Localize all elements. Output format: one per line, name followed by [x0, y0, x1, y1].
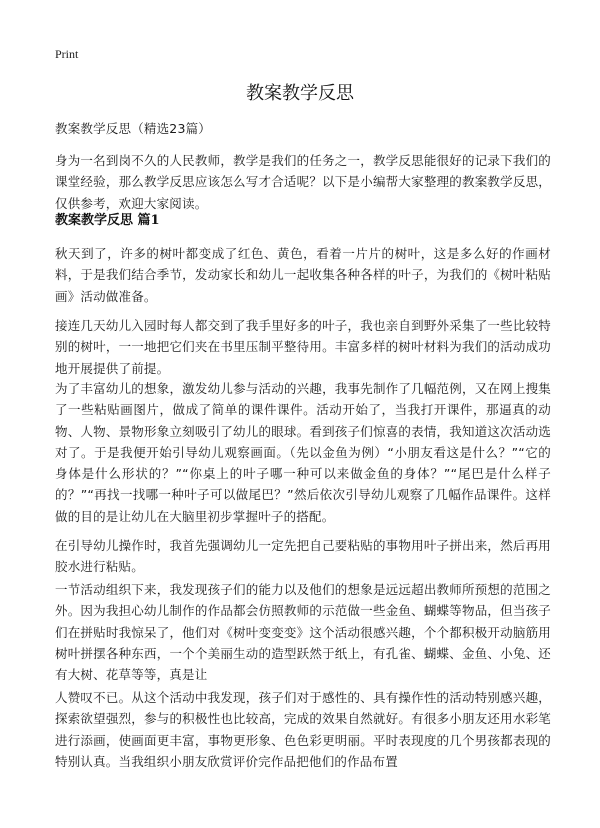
body-paragraph-2: 接连几天幼儿入园时每人都交到了我手里好多的叶子，我也亲自到野外采集了一些比较特别的树叶，一一地把它们夹在书里压制平整待用。丰富多样的树叶材料为我们的活动成功地开展提供了前提。	[55, 318, 551, 376]
document-subtitle: 教案教学反思（精选23篇）	[55, 121, 212, 136]
section-heading: 教案教学反思 篇1	[55, 213, 160, 228]
body-paragraph-1: 秋天到了，许多的树叶都变成了红色、黄色，看着一片片的树叶，这是多么好的作画材料，于是我们结合季节，发动家长和幼儿一起收集各种各样的叶子，为我们的《树叶粘贴画》活动做准备。	[55, 246, 551, 304]
body-paragraph-5: 一节活动组织下来，我发现孩子们的能力以及他们的想象是远远超出教师所预想的范围之外。因为我担心幼儿制作的作品都会仿照教师的示范做一些金鱼、蝴蝶等物品，但当孩子们在拼贴时我惊呆了，他们对《树叶变变变》这个活动很感兴趣，个个都积极开动脑筋用树叶拼摆各种东西，一个个美丽生动的造型跃然于纸上，有孔雀、蝴蝶、金鱼、小兔、还有大树、花草等等，真是让	[55, 582, 551, 683]
page-title: 教案教学反思	[246, 83, 354, 104]
body-paragraph-3: 为了丰富幼儿的想象，激发幼儿参与活动的兴趣，我事先制作了几幅范例，又在网上搜集了一些粘贴画图片，做成了简单的课件课件。活动开始了，当我打开课件，那逼真的动物、人物、景物形象立刻吸引了幼儿的眼球。看到孩子们惊喜的表情，我知道这次活动选对了。于是我便开始引导幼儿观察画面。（先以金鱼为例）“小朋友看这是什么？”“它的身体是什么形状的？”“你桌上的叶子哪一种可以来做金鱼的身体？”“尾巴是什么样子的？”“再找一找哪一种叶子可以做尾巴？”然后依次引导幼儿观察了几幅作品课件。这样做的目的是让幼儿在大脑里初步掌握叶子的搭配。	[55, 381, 551, 524]
body-paragraph-4: 在引导幼儿操作时，我首先强调幼儿一定先把自己要粘贴的事物用叶子拼出来，然后再用胶水进行粘贴。	[55, 538, 551, 575]
print-label: Print	[55, 47, 79, 61]
body-paragraph-6: 人赞叹不已。从这个活动中我发现，孩子们对于感性的、具有操作性的活动特别感兴趣，探索欲望强烈，参与的积极性也比较高，完成的效果自然就好。有很多小朋友还用水彩笔进行添画，使画面更丰富，事物更形象、色色彩更明丽。平时表现度的几个男孩都表现的特别认真。当我组织小朋友欣赏评价完作品把他们的作品布置	[55, 690, 551, 769]
intro-paragraph: 身为一名到岗不久的人民教师，教学是我们的任务之一，教学反思能很好的记录下我们的课堂经验，那么教学反思应该怎么写才合适呢？以下是小编帮大家整理的教案教学反思，仅供参考，欢迎大家阅读。	[55, 153, 551, 211]
